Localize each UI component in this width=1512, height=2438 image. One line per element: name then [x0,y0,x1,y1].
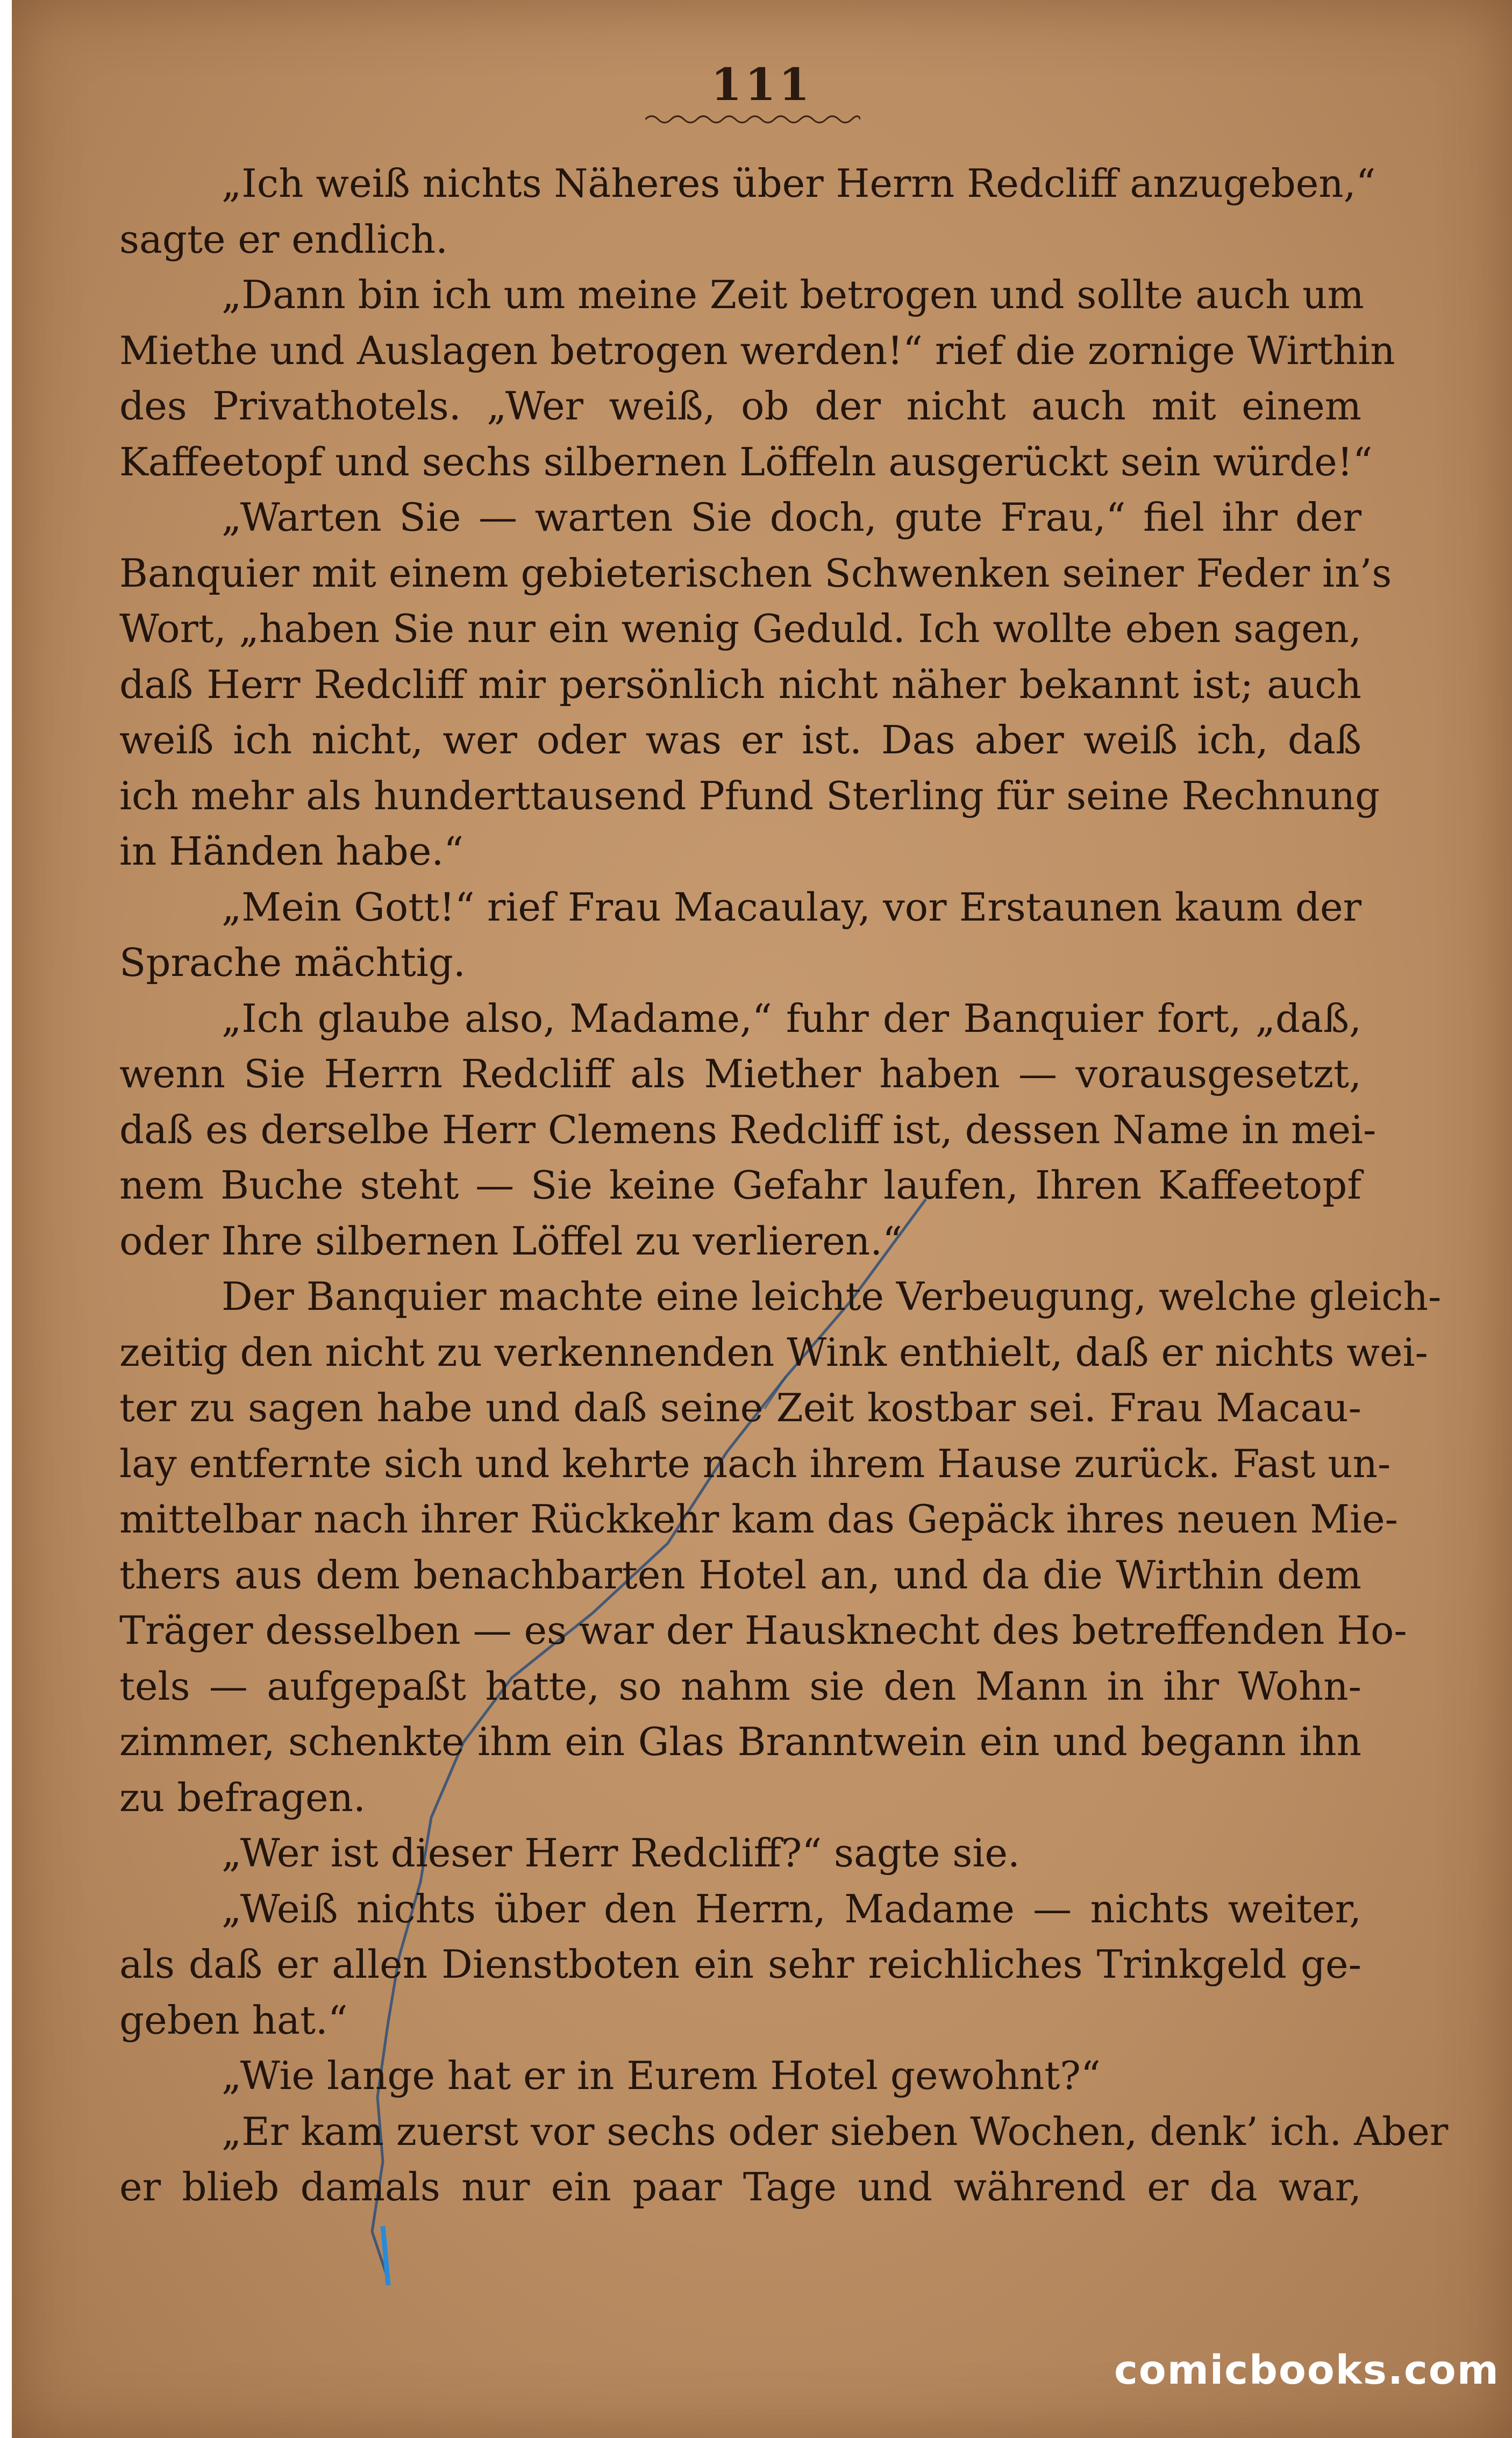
text-line: Wort, „haben Sie nur ein wenig Geduld. Ich wollte eben sagen, [119,606,1361,651]
text-line: lay entfernte sich und kehrte nach ihrem Hause zurück. Fast un- [119,1441,1391,1486]
text-line: in Händen habe.“ [119,829,464,874]
text-line: sagte er endlich. [119,216,448,262]
text-line: zeitig den nicht zu verkennenden Wink enthielt, daß er nichts wei- [119,1329,1428,1375]
text-line: er blieb damals nur ein paar Tage und während er da war, [119,2164,1361,2209]
text-line: Der Banquier machte eine leichte Verbeugung, welche gleich- [222,1274,1442,1319]
text-line: „Wer ist dieser Herr Redcliff?“ sagte sie. [222,1830,1020,1876]
text-line: wenn Sie Herrn Redcliff als Miether haben — vorausgesetzt, [119,1051,1361,1096]
text-line: „Wie lange hat er in Eurem Hotel gewohnt?“ [222,2053,1101,2098]
text-line: oder Ihre silbernen Löffel zu verlieren.“ [119,1218,902,1264]
page-number: 111 [711,59,813,111]
text-line: thers aus dem benachbarten Hotel an, und da die Wirthin dem [119,1552,1361,1598]
text-line: daß Herr Redcliff mir persönlich nicht näher bekannt ist; auch [119,661,1361,707]
text-line: nem Buche steht — Sie keine Gefahr laufen, Ihren Kaffeetopf [119,1163,1361,1208]
text-line: „Ich weiß nichts Näheres über Herrn Redcliff anzugeben,“ [222,161,1376,206]
text-line: „Warten Sie — warten Sie doch, gute Frau,“ fiel ihr der [222,495,1361,540]
text-line: geben hat.“ [119,1997,348,2043]
header-ornament [645,113,860,126]
text-line: zu befragen. [119,1774,366,1820]
text-line: „Er kam zuerst vor sechs oder sieben Wochen, denk’ ich. Aber [222,2108,1449,2154]
text-line: Träger desselben — es war der Hausknecht des betreffenden Ho- [119,1608,1407,1653]
text-line: tels — aufgepaßt hatte, so nahm sie den Mann in ihr Wohn- [119,1663,1361,1709]
text-line: Banquier mit einem gebieterischen Schwenken seiner Feder in’s [119,550,1392,596]
watermark: comicbooks.com [1114,2347,1500,2393]
text-line: als daß er allen Dienstboten ein sehr reichliches Trinkgeld ge- [119,1942,1361,1987]
body-text [119,156,1449,2215]
text-line: Kaffeetopf und sechs silbernen Löffeln ausgerückt sein würde!“ [119,439,1373,484]
text-line: weiß ich nicht, wer oder was er ist. Das aber weiß ich, daß [119,717,1361,762]
text-line: Sprache mächtig. [119,940,466,985]
text-line: „Weiß nichts über den Herrn, Madame — nichts weiter, [222,1886,1361,1931]
text-line: „Ich glaube also, Madame,“ fuhr der Banquier fort, „daß, [222,995,1361,1041]
text-line: zimmer, schenkte ihm ein Glas Branntwein ein und begann ihn [119,1719,1361,1764]
text-line: Miethe und Auslagen betrogen werden!“ rief die zornige Wirthin [119,327,1395,373]
text-line: ter zu sagen habe und daß seine Zeit kostbar sei. Frau Macau- [119,1385,1361,1430]
text-line: des Privathotels. „Wer weiß, ob der nicht auch mit einem [119,383,1361,429]
text-line: mittelbar nach ihrer Rückkehr kam das Gepäck ihres neuen Mie- [119,1496,1398,1542]
text-line: daß es derselbe Herr Clemens Redcliff ist, dessen Name in mei- [119,1107,1377,1152]
text-line: „Dann bin ich um meine Zeit betrogen und sollte auch um [222,272,1364,317]
text-line: „Mein Gott!“ rief Frau Macaulay, vor Erstaunen kaum der [222,884,1361,930]
book-page [12,0,1512,2438]
text-line: ich mehr als hunderttausend Pfund Sterling für seine Rechnung [119,773,1380,818]
